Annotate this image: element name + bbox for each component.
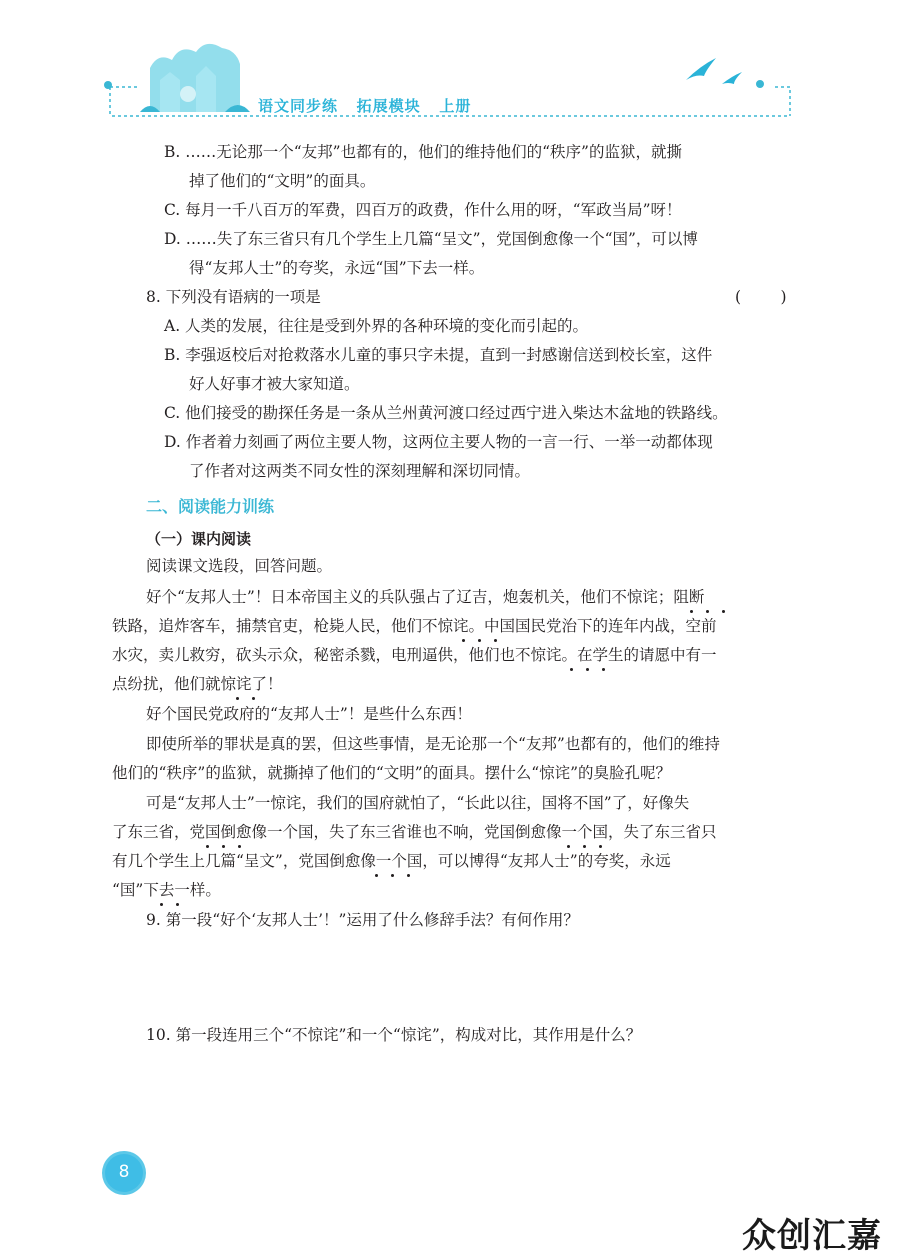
passage-line: 他们的“秩序”的监狱，就撕掉了他们的“文明”的面具。摆什么“惊诧”的臭脸孔呢？ <box>112 764 672 782</box>
q8-option-d-line1: D. 作者着力刻画了两位主要人物，这两位主要人物的一言一行、一举一动都体现 <box>164 433 713 451</box>
passage-line: 好个“友邦人士”！日本帝国主义的兵队强占了辽吉，炮轰机关，他们不惊诧；阻断 <box>146 588 705 606</box>
q8-option-d-line2: 了作者对这两类不同女性的深刻理解和深切同情。 <box>189 462 531 480</box>
option-c: C. 每月一千八百万的军费，四百万的政费，作什么用的呀，“军政当局”呀！ <box>164 201 682 219</box>
passage-line: 水灾，卖儿救穷，砍头示众，秘密杀戮，电刑逼供，他们也不惊诧。在学生的请愿中有一 <box>112 646 717 664</box>
q8-option-b-line1: B. 李强返校后对抢救落水儿童的事只字未提，直到一封感谢信送到校长室，这件 <box>164 346 713 364</box>
passage-line: 即使所举的罪状是真的罢，但这些事情，是无论那一个“友邦”也都有的，他们的维持 <box>146 735 720 753</box>
passage-line: 点纷扰，他们就惊诧了！ <box>112 675 283 693</box>
page-number: 8 <box>118 1162 130 1182</box>
q8-option-c: C. 他们接受的勘探任务是一条从兰州黄河渡口经过西宁进入柴达木盆地的铁路线。 <box>164 404 728 422</box>
answer-area-9[interactable] <box>146 935 796 1015</box>
watermark: 众创汇嘉 <box>742 1216 882 1256</box>
answer-bracket[interactable]: ( ) <box>735 288 787 306</box>
option-b-line1: B. ……无论那一个“友邦”也都有的，他们的维持他们的“秩序”的监狱，就撕 <box>164 143 682 161</box>
passage-line: 铁路，追炸客车，捕禁官吏，枪毙人民，他们不惊诧。中国国民党治下的连年内战，空前 <box>112 617 717 635</box>
passage-line: 有几个学生上几篇“呈文”，党国倒愈像一个国，可以博得“友邦人士”的夸奖，永远 <box>112 852 671 870</box>
question-10: 10. 第一段连用三个“不惊诧”和一个“惊诧”，构成对比，其作用是什么？ <box>146 1026 642 1044</box>
passage-line: 好个国民党政府的“友邦人士”！是些什么东西！ <box>146 705 472 723</box>
castle-illustration-icon <box>140 44 250 112</box>
section-title: 二、阅读能力训练 <box>146 497 275 516</box>
q8-option-a: A. 人类的发展，往往是受到外界的各种环境的变化而引起的。 <box>164 317 589 335</box>
question-9: 9. 第一段“好个‘友邦人士’！”运用了什么修辞手法？有何作用？ <box>146 911 579 929</box>
passage-line: “国”下去一样。 <box>112 881 221 899</box>
subsection-title: （一）课内阅读 <box>146 530 252 548</box>
question-8-stem: 8. 下列没有语病的一项是 <box>146 288 321 306</box>
option-d-line1: D. ……失了东三省只有几个学生上几篇“呈文”，党国倒愈像一个“国”，可以博 <box>164 230 698 248</box>
answer-area-10[interactable] <box>146 1050 796 1140</box>
birds-icon <box>686 58 742 84</box>
passage-line: 了东三省，党国倒愈像一个国，失了东三省谁也不响，党国倒愈像一个国，失了东三省只 <box>112 823 717 841</box>
header-title: 语文同步练 拓展模块 上册 <box>258 97 472 115</box>
option-b-line2: 掉了他们的“文明”的面具。 <box>189 172 376 190</box>
option-d-line2: 得“友邦人士”的夸奖，永远“国”下去一样。 <box>189 259 485 277</box>
q8-option-b-line2: 好人好事才被大家知道。 <box>189 375 360 393</box>
instruction: 阅读课文选段，回答问题。 <box>146 557 333 575</box>
passage-line: 可是“友邦人士”一惊诧，我们的国府就怕了，“长此以往，国将不国”了，好像失 <box>146 794 690 812</box>
